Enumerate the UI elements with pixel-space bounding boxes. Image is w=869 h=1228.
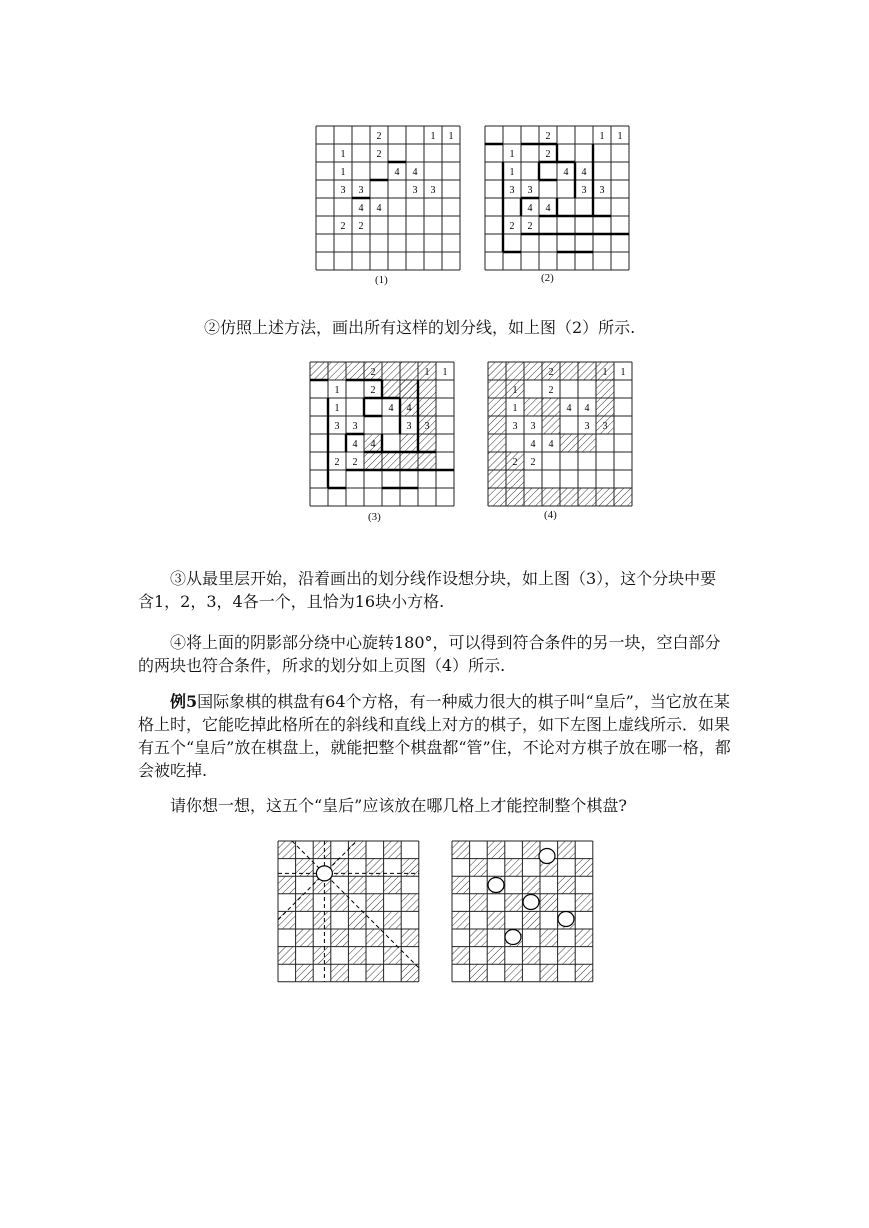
cell-number: 2 — [548, 385, 554, 396]
cell-number: 4 — [406, 403, 412, 414]
cell-number: 2 — [548, 367, 554, 378]
cell-number: 4 — [581, 167, 587, 178]
dark-square — [313, 841, 331, 859]
cell-number: 2 — [376, 131, 382, 142]
shaded-cell — [596, 488, 614, 506]
shaded-cell — [506, 362, 524, 380]
shaded-cell — [328, 362, 346, 380]
shaded-cell — [524, 488, 542, 506]
dark-square — [296, 894, 314, 912]
cell-number: 1 — [430, 131, 436, 142]
shaded-cell — [400, 434, 418, 452]
shaded-cell — [400, 380, 418, 398]
figure-1 — [316, 126, 460, 270]
cell-number: 4 — [563, 167, 569, 178]
dark-square — [470, 894, 488, 912]
dark-square — [575, 894, 593, 912]
dark-square — [384, 876, 402, 894]
dark-square — [384, 947, 402, 965]
step4-text: ④将上面的阴影部分绕中心旋转180°，可以得到符合条件的另一块，空白部分的两块也符合条件，所求的划分如上页图（4）所示. — [138, 633, 721, 675]
dark-square — [278, 911, 296, 929]
cell-number: 3 — [430, 185, 436, 196]
shaded-cell — [488, 398, 506, 416]
cell-number: 1 — [334, 385, 340, 396]
cell-number: 1 — [620, 367, 626, 378]
cell-number: 1 — [599, 131, 605, 142]
figure-2-caption: (2) — [541, 272, 554, 284]
shaded-cell — [542, 398, 560, 416]
shaded-cell — [596, 398, 614, 416]
cell-number: 3 — [358, 185, 364, 196]
cell-number: 4 — [352, 439, 358, 450]
grid-figure-4 — [488, 362, 632, 506]
dark-square — [522, 947, 540, 965]
shaded-cell — [488, 488, 506, 506]
dark-square — [575, 964, 593, 982]
cell-number: 2 — [545, 131, 551, 142]
step3-text: ③从最里层开始，沿着画出的划分线作设想分块，如上图（3），这个分块中要含1，2，3，4各一个，且恰为16块小方格. — [138, 569, 717, 611]
cell-number: 1 — [424, 367, 430, 378]
cell-number: 3 — [599, 185, 605, 196]
cell-number: 2 — [376, 149, 382, 160]
dark-square — [331, 859, 349, 877]
cell-number: 4 — [412, 167, 418, 178]
dark-square — [505, 859, 523, 877]
cell-number: 4 — [566, 403, 572, 414]
example5-text: 国际象棋的棋盘有64个方格，有一种威力很大的棋子叫“皇后”，当它放在某格上时，它能吃掉此格所在的斜线和直线上对方的棋子，如下左图上虚线所示．如果有五个“皇后”放在棋盘上，就能把整个棋盘都“管”住，不论对方棋子放在哪一格，都会被吃掉. — [138, 692, 731, 780]
grid-figure-1 — [316, 126, 460, 270]
cell-number: 3 — [509, 185, 515, 196]
dark-square — [522, 841, 540, 859]
cell-number: 1 — [340, 167, 346, 178]
cell-number: 3 — [352, 421, 358, 432]
cell-number: 2 — [340, 221, 346, 232]
cell-number: 4 — [530, 439, 536, 450]
queen-piece — [523, 895, 539, 910]
shaded-cell — [400, 362, 418, 380]
cell-number: 4 — [584, 403, 590, 414]
dark-square — [487, 947, 505, 965]
dark-square — [313, 947, 331, 965]
shaded-cell — [418, 398, 436, 416]
figure-4-caption: (4) — [544, 509, 557, 521]
shaded-cell — [488, 416, 506, 434]
dark-square — [366, 964, 384, 982]
dark-square — [540, 964, 558, 982]
cell-number: 3 — [334, 421, 340, 432]
shaded-cell — [400, 452, 418, 470]
queen-piece — [505, 930, 521, 945]
cell-number: 3 — [581, 185, 587, 196]
dark-square — [540, 894, 558, 912]
shaded-cell — [364, 452, 382, 470]
cell-number: 3 — [584, 421, 590, 432]
example5-paragraph — [138, 690, 734, 782]
dark-square — [401, 859, 419, 877]
cell-number: 2 — [512, 457, 518, 468]
dark-square — [278, 876, 296, 894]
dark-square — [487, 911, 505, 929]
shaded-cell — [560, 488, 578, 506]
cell-number: 3 — [512, 421, 518, 432]
shaded-cell — [614, 488, 632, 506]
shaded-cell — [488, 470, 506, 488]
dark-square — [575, 929, 593, 947]
dark-square — [558, 947, 576, 965]
cell-number: 4 — [545, 203, 551, 214]
cell-number: 1 — [512, 385, 518, 396]
shaded-cell — [506, 470, 524, 488]
shaded-cell — [596, 380, 614, 398]
dark-square — [348, 876, 366, 894]
shaded-cell — [524, 362, 542, 380]
cell-number: 2 — [530, 457, 536, 468]
queen-piece — [316, 866, 332, 881]
shaded-cell — [488, 434, 506, 452]
cell-number: 4 — [527, 203, 533, 214]
shaded-cell — [418, 452, 436, 470]
queen-piece — [488, 878, 504, 893]
question-text: 请你想一想，这五个“皇后”应该放在哪几格上才能控制整个棋盘? — [170, 796, 627, 815]
cell-number: 1 — [512, 403, 518, 414]
dark-square — [452, 876, 470, 894]
shaded-cell — [488, 380, 506, 398]
cell-number: 1 — [448, 131, 454, 142]
cell-number: 2 — [358, 221, 364, 232]
dark-square — [384, 911, 402, 929]
dark-square — [384, 841, 402, 859]
shaded-cell — [506, 488, 524, 506]
dark-square — [505, 964, 523, 982]
cell-number: 3 — [424, 421, 430, 432]
shaded-cell — [542, 488, 560, 506]
figure-3 — [310, 362, 454, 506]
dark-square — [487, 841, 505, 859]
shaded-cell — [560, 362, 578, 380]
dark-square — [522, 876, 540, 894]
shaded-cell — [346, 362, 364, 380]
shaded-cell — [382, 362, 400, 380]
cell-number: 4 — [370, 439, 376, 450]
cell-number: 4 — [376, 203, 382, 214]
dark-square — [470, 859, 488, 877]
cell-number: 2 — [545, 149, 551, 160]
dark-square — [296, 964, 314, 982]
shaded-cell — [418, 434, 436, 452]
shaded-cell — [578, 434, 596, 452]
step2-text: ②仿照上述方法，画出所有这样的划分线，如上图（2）所示. — [204, 318, 636, 337]
shaded-cell — [542, 416, 560, 434]
cell-number: 1 — [617, 131, 623, 142]
cell-number: 1 — [602, 367, 608, 378]
dark-square — [278, 841, 296, 859]
dark-square — [540, 929, 558, 947]
cell-number: 4 — [394, 167, 400, 178]
cell-number: 4 — [548, 439, 554, 450]
cell-number: 2 — [370, 385, 376, 396]
cell-number: 3 — [412, 185, 418, 196]
shaded-cell — [524, 398, 542, 416]
dark-square — [470, 929, 488, 947]
shaded-cell — [418, 380, 436, 398]
shaded-cell — [382, 380, 400, 398]
dark-square — [366, 894, 384, 912]
dark-square — [366, 929, 384, 947]
grid-figure-3 — [310, 362, 454, 506]
shaded-cell — [560, 434, 578, 452]
dark-square — [331, 894, 349, 912]
cell-number: 1 — [509, 149, 515, 160]
dark-square — [452, 947, 470, 965]
cell-number: 3 — [340, 185, 346, 196]
shaded-cell — [382, 452, 400, 470]
figure-2 — [485, 126, 629, 270]
cell-number: 2 — [370, 367, 376, 378]
cell-number: 2 — [527, 221, 533, 232]
dark-square — [331, 964, 349, 982]
cell-number: 1 — [442, 367, 448, 378]
shaded-cell — [488, 362, 506, 380]
dark-square — [313, 911, 331, 929]
cell-number: 1 — [340, 149, 346, 160]
shaded-cell — [578, 488, 596, 506]
dark-square — [470, 964, 488, 982]
dark-square — [452, 911, 470, 929]
dark-square — [522, 911, 540, 929]
cell-number: 2 — [509, 221, 515, 232]
cell-number: 3 — [527, 185, 533, 196]
dark-square — [331, 929, 349, 947]
chessboard-right — [452, 841, 593, 982]
cell-number: 3 — [406, 421, 412, 432]
chessboard-right-svg — [452, 841, 593, 982]
queen-piece — [558, 912, 574, 927]
shaded-cell — [578, 362, 596, 380]
cell-number: 4 — [388, 403, 394, 414]
dark-square — [366, 859, 384, 877]
example5-label: 例5 — [170, 692, 198, 711]
dark-square — [452, 841, 470, 859]
dark-square — [296, 929, 314, 947]
cell-number: 2 — [352, 457, 358, 468]
cell-number: 1 — [509, 167, 515, 178]
dark-square — [348, 911, 366, 929]
cell-number: 2 — [334, 457, 340, 468]
cell-number: 1 — [334, 403, 340, 414]
grid-figure-2 — [485, 126, 629, 270]
dark-square — [401, 964, 419, 982]
chessboard-left — [278, 841, 419, 982]
figure-3-caption: (3) — [368, 511, 381, 523]
dark-square — [558, 841, 576, 859]
chessboard-left-svg — [278, 841, 419, 982]
dark-square — [401, 894, 419, 912]
dark-square — [401, 929, 419, 947]
figure-1-caption: (1) — [375, 274, 388, 286]
shaded-cell — [310, 362, 328, 380]
dark-square — [278, 947, 296, 965]
dark-square — [558, 876, 576, 894]
dark-square — [505, 894, 523, 912]
queen-piece — [539, 849, 555, 864]
cell-number: 4 — [358, 203, 364, 214]
dark-square — [348, 947, 366, 965]
dark-square — [575, 859, 593, 877]
shaded-cell — [488, 452, 506, 470]
dark-square — [348, 841, 366, 859]
cell-number: 3 — [602, 421, 608, 432]
figure-4 — [488, 362, 632, 506]
cell-number: 3 — [530, 421, 536, 432]
dark-square — [296, 859, 314, 877]
